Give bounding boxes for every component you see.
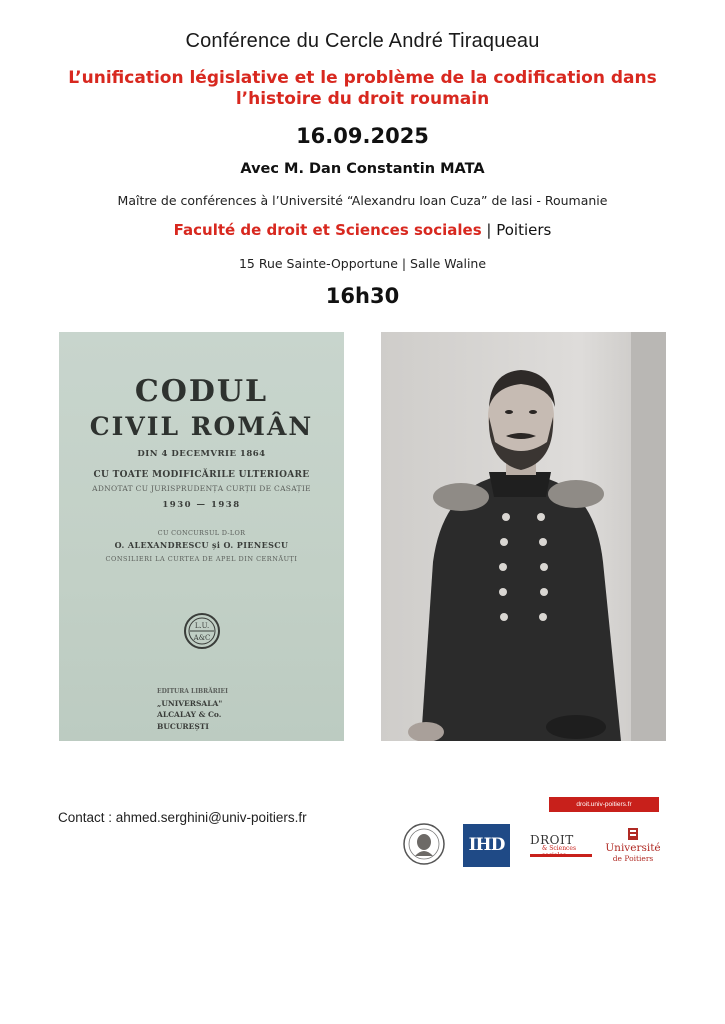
publisher-line1: EDITURA LIBRĂRIEI	[157, 688, 228, 695]
publisher-line4: BUCUREȘTI	[157, 722, 209, 731]
ihd-logo: IHD	[463, 824, 510, 867]
book-annotation-line: ADNOTAT CU JURISPRUDENȚA CURȚII DE CASAȚIE	[92, 484, 311, 493]
book-contributors-label: CU CONCURSUL D-LOR	[157, 529, 246, 537]
speaker-name: Avec M. Dan Constantin MATA	[240, 161, 485, 177]
portrait-illustration	[381, 332, 666, 741]
website-url-badge[interactable]: droit.univ-poitiers.fr	[549, 797, 659, 812]
book-authors-line: O. ALEXANDRESCU și O. PIENESCU	[114, 540, 289, 550]
book-date-line: DIN 4 DECEMVRIE 1864	[137, 449, 266, 459]
faculty-separator: |	[481, 221, 497, 239]
book-subtitle-line: CU TOATE MODIFICĂRILE ULTERIOARE	[93, 470, 310, 480]
universite-name: Université	[605, 842, 661, 854]
portrait-photo	[381, 332, 666, 741]
tiraqueau-seal-icon	[402, 822, 446, 866]
publisher-emblem-icon	[183, 611, 221, 651]
event-time: 16h30	[325, 284, 400, 308]
droit-sciences-sociales-logo	[530, 833, 594, 859]
conference-title: L’unification législative et le problème de la codification dans l’histoire du droit roumain	[68, 68, 657, 109]
faculty-city: Poitiers	[496, 221, 552, 239]
book-title-line1: CODUL	[134, 374, 269, 409]
droit-logo-text: DROIT	[530, 833, 574, 847]
publisher-line2: „UNIVERSALA"	[157, 699, 223, 708]
book-years-line: 1930 — 1938	[162, 500, 241, 510]
emblem-bottom-text: A&C	[193, 634, 211, 642]
speaker-role: Maître de conférences à l’Université “Alexandru Ioan Cuza” de Iasi - Roumanie	[117, 193, 608, 208]
venue-address: 15 Rue Sainte-Opportune | Salle Waline	[238, 256, 487, 271]
droit-logo-bar	[530, 854, 592, 857]
contact-email: Contact : ahmed.serghini@univ-poitiers.fr	[58, 810, 307, 825]
event-date: 16.09.2025	[296, 124, 429, 148]
universite-poitiers-logo	[603, 826, 663, 868]
droit-logo-subtext: & Sciences	[542, 845, 577, 852]
venue-faculty	[0, 221, 725, 239]
emblem-top-text: L.U.	[194, 622, 210, 630]
publisher-line3: ALCALAY & Co.	[157, 710, 222, 719]
universite-subname: de Poitiers	[612, 854, 654, 863]
book-title-line2: CIVIL ROMÂN	[89, 412, 314, 441]
book-cover-image	[59, 332, 344, 741]
universite-crest-icon	[625, 826, 641, 842]
book-authors-role: CONSILIERI LA CURTEA DE APEL DIN CERNĂUȚI	[105, 555, 298, 563]
faculty-name: Faculté de droit et Sciences sociales	[173, 221, 482, 239]
series-title: Conférence du Cercle André Tiraqueau	[185, 30, 540, 52]
